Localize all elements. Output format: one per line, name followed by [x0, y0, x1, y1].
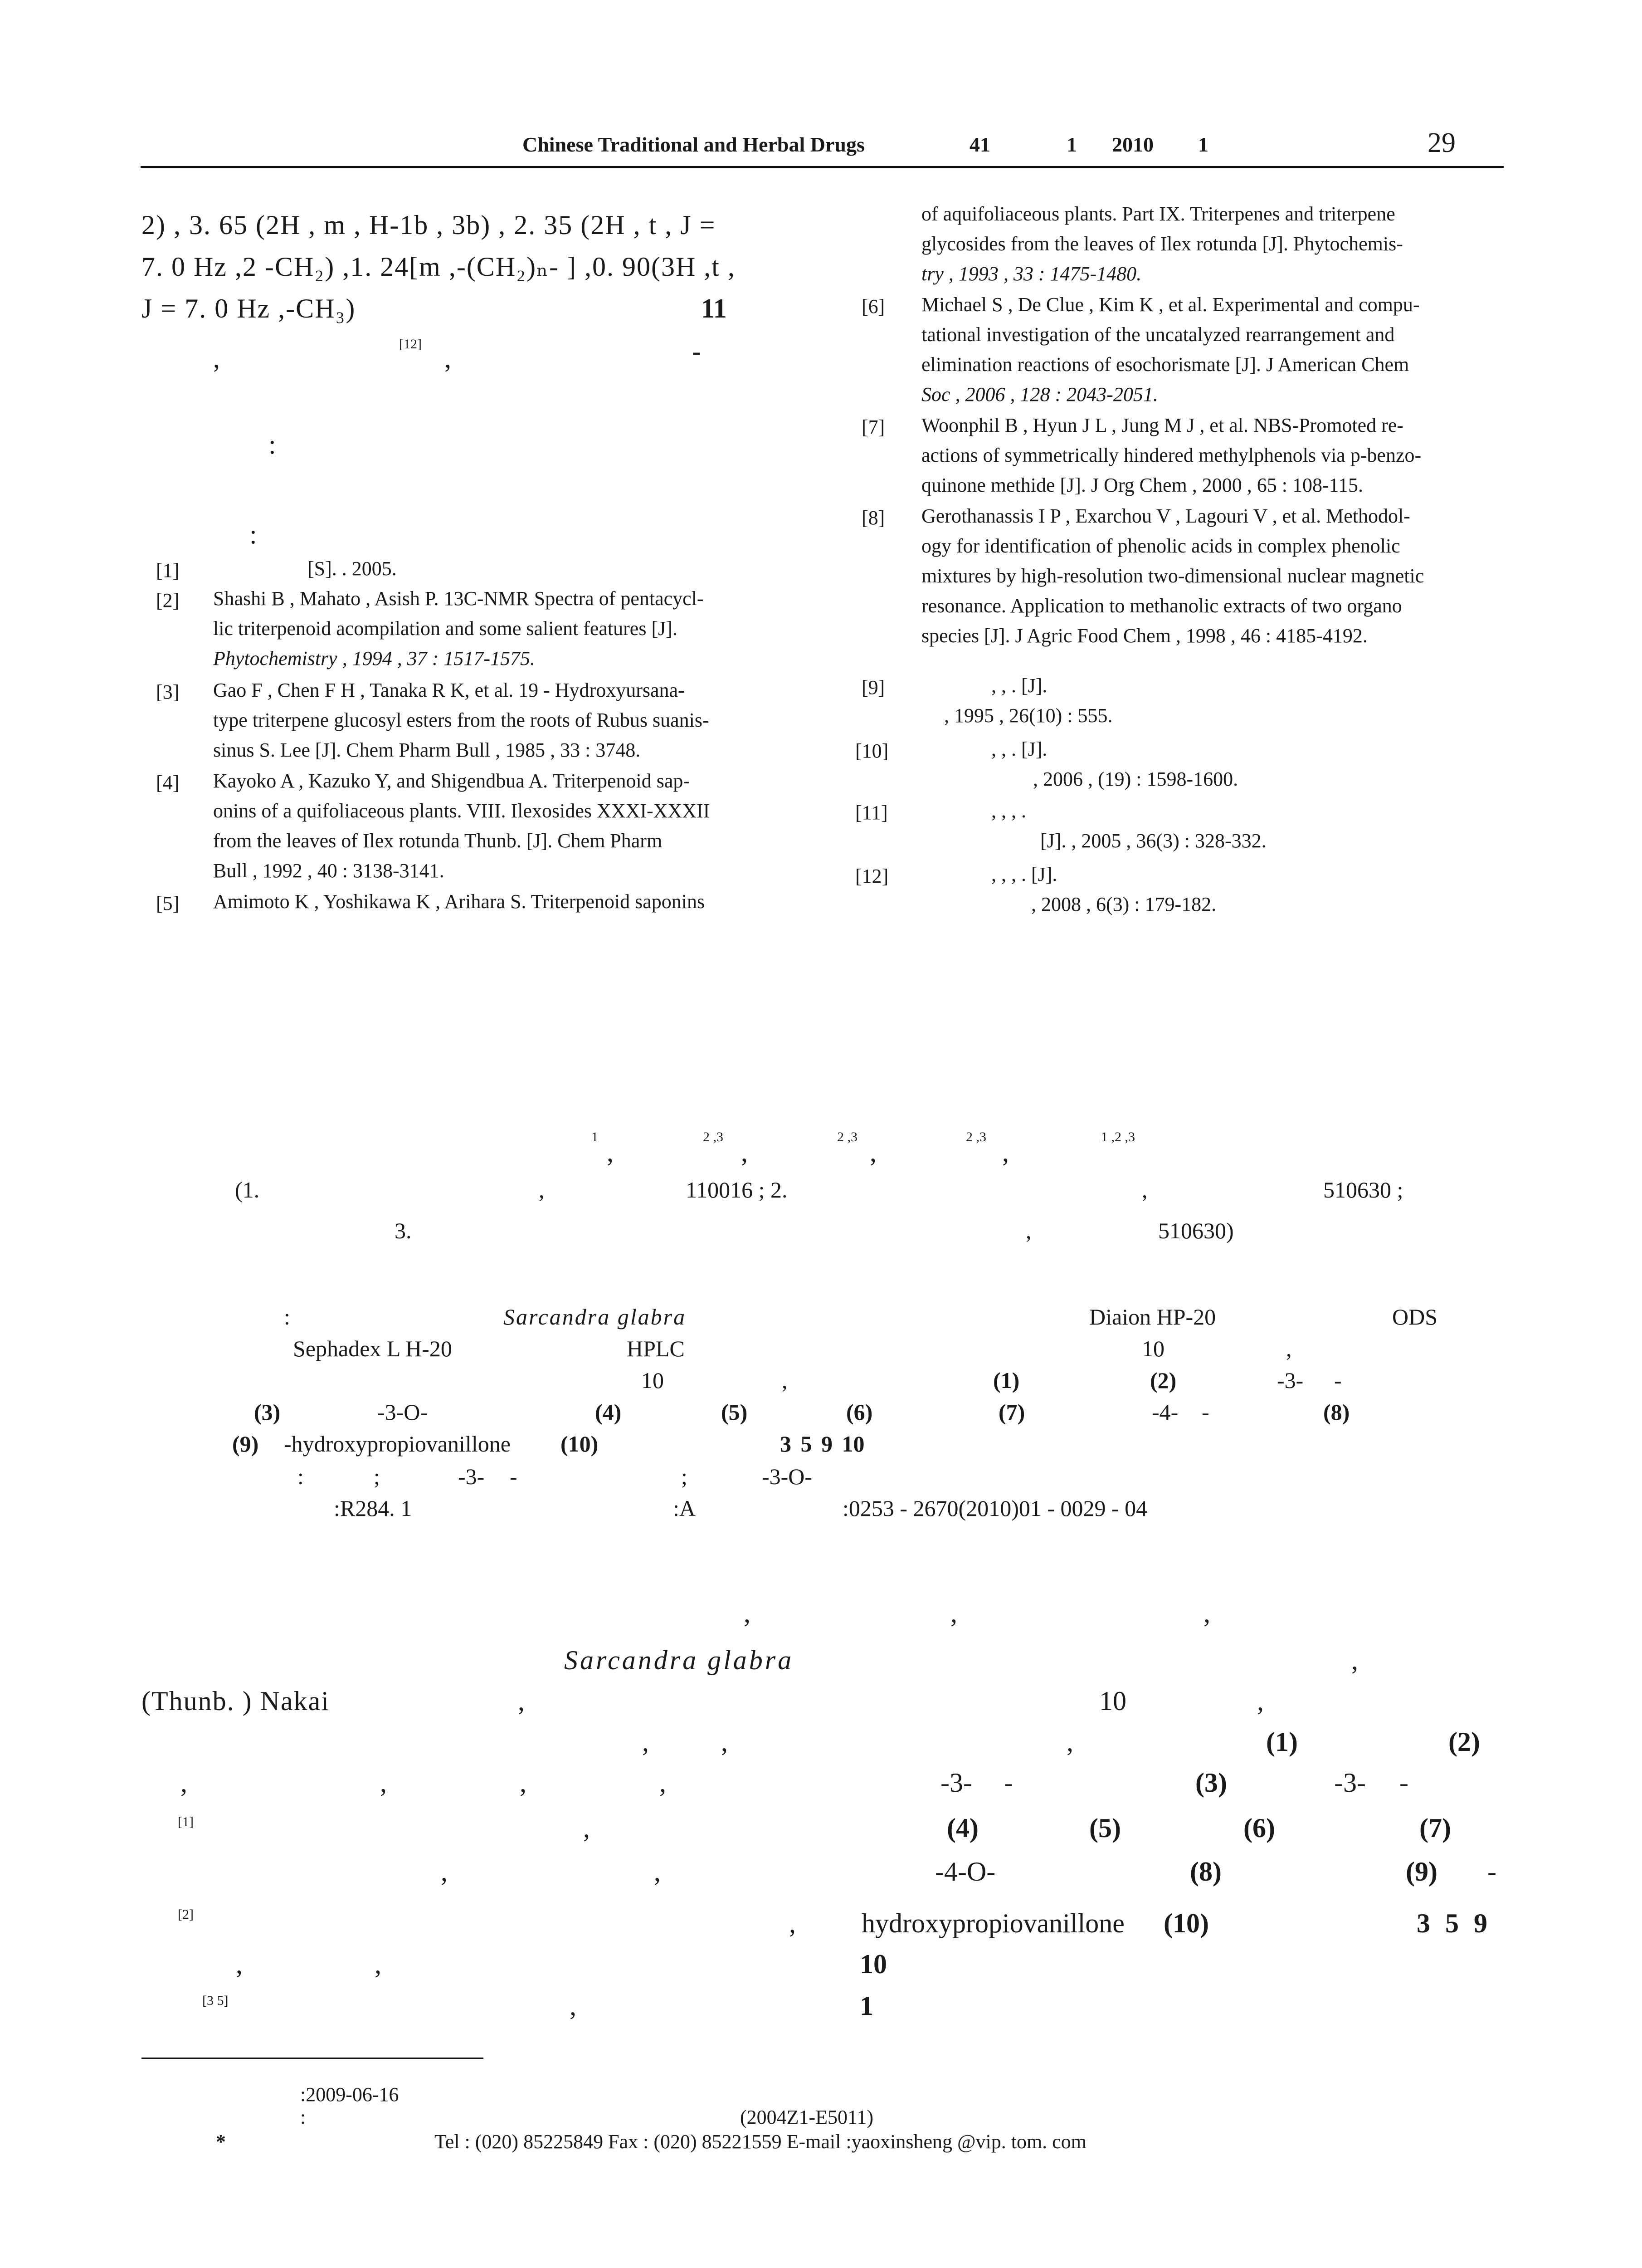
ref-line: elimination reactions of esochorismate [J]. J American Chem	[921, 353, 1409, 376]
compound-ref: (6)	[1243, 1813, 1275, 1843]
nmr-line-1: 2) , 3. 65 (2H , m , H-1b , 3b) , 2. 35 (2H , t , J =	[141, 210, 716, 240]
compound-number: 11	[701, 293, 727, 323]
header-rule	[141, 166, 1504, 168]
citation-sup: [3 5]	[202, 1993, 229, 2008]
ods: ODS	[1392, 1304, 1438, 1330]
compound-ref: (9)	[232, 1431, 259, 1457]
ref-line: from the leaves of Ilex rotunda Thunb. [J]. Chem Pharm	[213, 830, 663, 852]
keyword-fragment: -3-	[458, 1464, 485, 1489]
keyword-sep: ;	[681, 1464, 687, 1489]
compound-ref: (10)	[560, 1431, 599, 1457]
compound-ref: (7)	[1419, 1813, 1451, 1843]
compound-ref: (8)	[1323, 1399, 1350, 1425]
affiliation-part: 510630)	[1158, 1218, 1234, 1243]
year: 2010	[1112, 133, 1154, 156]
ref-line: Gerothanassis I P , Exarchou V , Lagouri V , et al. Methodol-	[921, 505, 1410, 527]
body-punct: ,	[520, 1768, 526, 1798]
fund-code: (2004Z1-E5011)	[740, 2106, 874, 2128]
contact-info: Tel : (020) 85225849 Fax : (020) 85221559 E-mail :yaoxinsheng @vip. tom. com	[434, 2131, 1087, 2153]
body-punct: ,	[654, 1857, 661, 1887]
affiliation-part: 3.	[395, 1218, 412, 1243]
body-fragment: -	[1487, 1857, 1496, 1887]
affiliation-part: ,	[539, 1177, 545, 1202]
issue: 1	[1067, 133, 1077, 156]
body-punct: ,	[744, 1598, 750, 1628]
ref-line: quinone methide [J]. J Org Chem , 2000 , 65 : 108-115.	[921, 474, 1364, 496]
compound-ref: (3)	[1195, 1768, 1227, 1798]
ref-line: species [J]. J Agric Food Chem , 1998 , 46 : 4185-4192.	[921, 625, 1368, 647]
ref-line: Gao F , Chen F H , Tanaka R K, et al. 19 - Hydroxyursana-	[213, 679, 685, 701]
ref-line: , 2008 , 6(3) : 179-182.	[1031, 893, 1217, 915]
ref-line: ogy for identification of phenolic acids in complex phenolic	[921, 535, 1400, 557]
ref-line: [J]. , 2005 , 36(3) : 328-332.	[1040, 830, 1267, 852]
affiliation-part: (1.	[235, 1177, 260, 1202]
fragment-comma-2: ,	[444, 343, 451, 373]
count-10: 10	[1142, 1336, 1165, 1361]
abstract-comma: ,	[1286, 1336, 1292, 1361]
species-authority: (Thunb. ) Nakai	[141, 1686, 330, 1716]
ref-line: Phytochemistry , 1994 , 37 : 1517-1575.	[213, 647, 535, 670]
fragment-dash: -	[692, 336, 701, 366]
author-comma: ,	[1002, 1137, 1009, 1167]
body-fragment: -3-	[940, 1768, 972, 1798]
author-comma: ,	[870, 1137, 877, 1167]
compound-ref: (7)	[999, 1399, 1025, 1425]
ref-line: , , . [J].	[991, 738, 1048, 760]
received-date: :2009-06-16	[300, 2083, 399, 2106]
abstract-fragment: -	[1202, 1399, 1209, 1425]
compound-ref: (5)	[721, 1399, 748, 1425]
abstract-fragment: -	[1334, 1368, 1342, 1393]
author-sup: 2 ,3	[966, 1129, 986, 1144]
compound-ref: (2)	[1448, 1727, 1480, 1757]
body-punct: ,	[1351, 1645, 1358, 1675]
compound-ref: (5)	[1089, 1813, 1121, 1843]
ref-label: [12]	[855, 865, 889, 887]
compound-list: 3 5 9 10	[780, 1431, 865, 1457]
clc-number: :R284. 1	[334, 1496, 412, 1521]
ref-label: [4]	[156, 772, 180, 794]
keyword-sep: ;	[374, 1464, 380, 1489]
body-fragment: -	[1399, 1768, 1408, 1798]
ref-line: mixtures by high-resolution two-dimensional nuclear magnetic	[921, 565, 1424, 587]
compound-ref: (10)	[1164, 1908, 1209, 1938]
keywords-colon: :	[297, 1464, 304, 1489]
affiliation-part: ,	[1026, 1218, 1032, 1243]
compound-ref: (6)	[846, 1399, 873, 1425]
ref-label: [10]	[855, 740, 889, 762]
ref-line: Amimoto K , Yoshikawa K , Arihara S. Triterpenoid saponins	[213, 890, 705, 913]
footnote-rule	[141, 2058, 483, 2059]
body-punct: ,	[180, 1768, 187, 1798]
body-punct: ,	[789, 1908, 796, 1938]
ref-line: , , , .	[991, 800, 1026, 822]
article-id: :0253 - 2670(2010)01 - 0029 - 04	[843, 1496, 1148, 1521]
compound-ref: (1)	[993, 1368, 1020, 1393]
author-sup: 1	[591, 1129, 598, 1144]
ref-label: [2]	[156, 589, 180, 611]
citation-sup-12: [12]	[399, 337, 422, 352]
ref-line: glycosides from the leaves of Ilex rotunda [J]. Phytochemis-	[921, 233, 1403, 255]
ref-line: [S]. . 2005.	[307, 557, 397, 580]
body-punct: ,	[1257, 1686, 1264, 1716]
ref-line: , 1995 , 26(10) : 555.	[944, 704, 1113, 727]
month: 1	[1198, 133, 1208, 156]
fragment-comma-1: ,	[213, 343, 220, 373]
body-fragment: -3-	[1334, 1768, 1366, 1798]
ref-line: Kayoko A , Kazuko Y, and Shigendbua A. Triterpenoid sap-	[213, 770, 690, 792]
body-punct: ,	[721, 1727, 728, 1757]
abstract-fragment: -4-	[1152, 1399, 1179, 1425]
ref-label: [6]	[862, 295, 885, 318]
ref-line: Michael S , De Clue , Kim K , et al. Experimental and compu-	[921, 293, 1420, 316]
ref-line: Soc , 2006 , 128 : 2043-2051.	[921, 383, 1158, 406]
author-sup: 2 ,3	[703, 1129, 723, 1144]
colon-mark-2: :	[249, 519, 257, 549]
nmr-line-2: 7. 0 Hz ,2 -CH₂) ,1. 24[m ,-(CH₂)ₙ- ] ,0. 90(3H ,t ,	[141, 252, 736, 282]
body-punct: ,	[570, 1991, 576, 2021]
compound-name: -hydroxypropiovanillone	[284, 1431, 511, 1457]
ref-label: [1]	[156, 559, 180, 582]
compound-ref: (4)	[947, 1813, 979, 1843]
body-punct: ,	[642, 1727, 649, 1757]
corresponding-star: *	[216, 2131, 226, 2153]
body-punct: ,	[518, 1686, 525, 1716]
affiliation-part: 510630 ;	[1323, 1177, 1403, 1202]
author-sup: 1 ,2 ,3	[1101, 1129, 1135, 1144]
species-name: Sarcandra glabra	[503, 1304, 687, 1330]
compound-name: hydroxypropiovanillone	[862, 1908, 1125, 1938]
figure-ref: 1	[860, 1991, 873, 2021]
ref-label: [3]	[156, 681, 180, 703]
author-sup: 2 ,3	[837, 1129, 858, 1144]
affiliation-part: ,	[1142, 1177, 1148, 1202]
compound-ref: (4)	[595, 1399, 622, 1425]
compound-ref: (1)	[1266, 1727, 1298, 1757]
resin-name: Diaion HP-20	[1089, 1304, 1216, 1330]
ref-line: sinus S. Lee [J]. Chem Pharm Bull , 1985 , 33 : 3748.	[213, 739, 641, 761]
body-punct: ,	[380, 1768, 387, 1798]
body-punct: ,	[441, 1857, 448, 1887]
abstract-fragment: -3-O-	[377, 1399, 428, 1425]
ref-label: [9]	[862, 676, 885, 699]
ref-line: try , 1993 , 33 : 1475-1480.	[921, 263, 1142, 285]
ref-line: , , , . [J].	[991, 863, 1057, 885]
ref-line: Woonphil B , Hyun J L , Jung M J , et al. NBS-Promoted re-	[921, 414, 1404, 436]
sephadex: Sephadex L H-20	[293, 1336, 452, 1361]
ref-line: type triterpene glucosyl esters from the roots of Rubus suanis-	[213, 709, 709, 731]
compound-ref: (2)	[1150, 1368, 1177, 1393]
compound-list: 3 5 9	[1417, 1908, 1487, 1938]
hplc: HPLC	[627, 1336, 685, 1361]
body-punct: ,	[1067, 1727, 1073, 1757]
fund-colon: :	[300, 2106, 306, 2128]
ref-line: of aquifoliaceous plants. Part IX. Triterpenes and triterpene	[921, 203, 1395, 225]
citation-sup: [1]	[178, 1814, 194, 1829]
ref-line: tational investigation of the uncatalyzed rearrangement and	[921, 323, 1395, 346]
body-punct: ,	[1203, 1598, 1210, 1628]
ref-line: resonance. Application to methanolic extracts of two organo	[921, 595, 1402, 617]
body-punct: ,	[950, 1598, 957, 1628]
body-fragment: -4-O-	[935, 1857, 996, 1887]
keyword-fragment: -3-O-	[762, 1464, 813, 1489]
citation-sup: [2]	[178, 1907, 194, 1922]
ref-line: onins of a quifoliaceous plants. VIII. Ilexosides XXXI-XXXII	[213, 800, 710, 822]
ref-label: [8]	[862, 507, 885, 529]
journal-title: Chinese Traditional and Herbal Drugs	[522, 133, 865, 156]
author-comma: ,	[741, 1137, 748, 1167]
count-10: 10	[641, 1368, 664, 1393]
count-10: 10	[1099, 1686, 1126, 1716]
colon-mark-1: :	[268, 430, 276, 459]
ref-line: , , . [J].	[991, 675, 1048, 697]
author-comma: ,	[607, 1137, 614, 1167]
compound-ref: (8)	[1190, 1857, 1222, 1887]
ref-label: [11]	[855, 802, 888, 824]
ref-line: , 2006 , (19) : 1598-1600.	[1033, 768, 1238, 790]
compound-ref: (9)	[1406, 1857, 1437, 1887]
affiliation-part: 110016 ; 2.	[686, 1177, 788, 1202]
compound-ref: (3)	[254, 1399, 281, 1425]
species-name: Sarcandra glabra	[564, 1645, 794, 1675]
volume: 41	[970, 133, 990, 156]
abstract-colon: :	[284, 1304, 290, 1330]
ref-line: actions of symmetrically hindered methylphenols via p-benzo-	[921, 444, 1422, 466]
abstract-fragment: -3-	[1277, 1368, 1304, 1393]
ref-line: lic triterpenoid acompilation and some salient features [J].	[213, 617, 677, 640]
document-code: :A	[673, 1496, 696, 1521]
ref-label: [7]	[862, 416, 885, 438]
nmr-line-3: J = 7. 0 Hz ,-CH₃)	[141, 293, 356, 323]
abstract-comma: ,	[782, 1368, 788, 1393]
body-punct: ,	[236, 1949, 243, 1979]
ref-line: Shashi B , Mahato , Asish P. 13C-NMR Spectra of pentacycl-	[213, 587, 704, 610]
keyword-fragment: -	[510, 1464, 517, 1489]
ref-label: [5]	[156, 892, 180, 914]
body-punct: ,	[583, 1813, 590, 1843]
body-fragment: -	[1004, 1768, 1013, 1798]
ref-line: Bull , 1992 , 40 : 3138-3141.	[213, 860, 444, 882]
body-punct: ,	[375, 1949, 381, 1979]
compound-list: 10	[860, 1949, 887, 1979]
body-punct: ,	[659, 1768, 666, 1798]
page-number: 29	[1428, 127, 1456, 158]
